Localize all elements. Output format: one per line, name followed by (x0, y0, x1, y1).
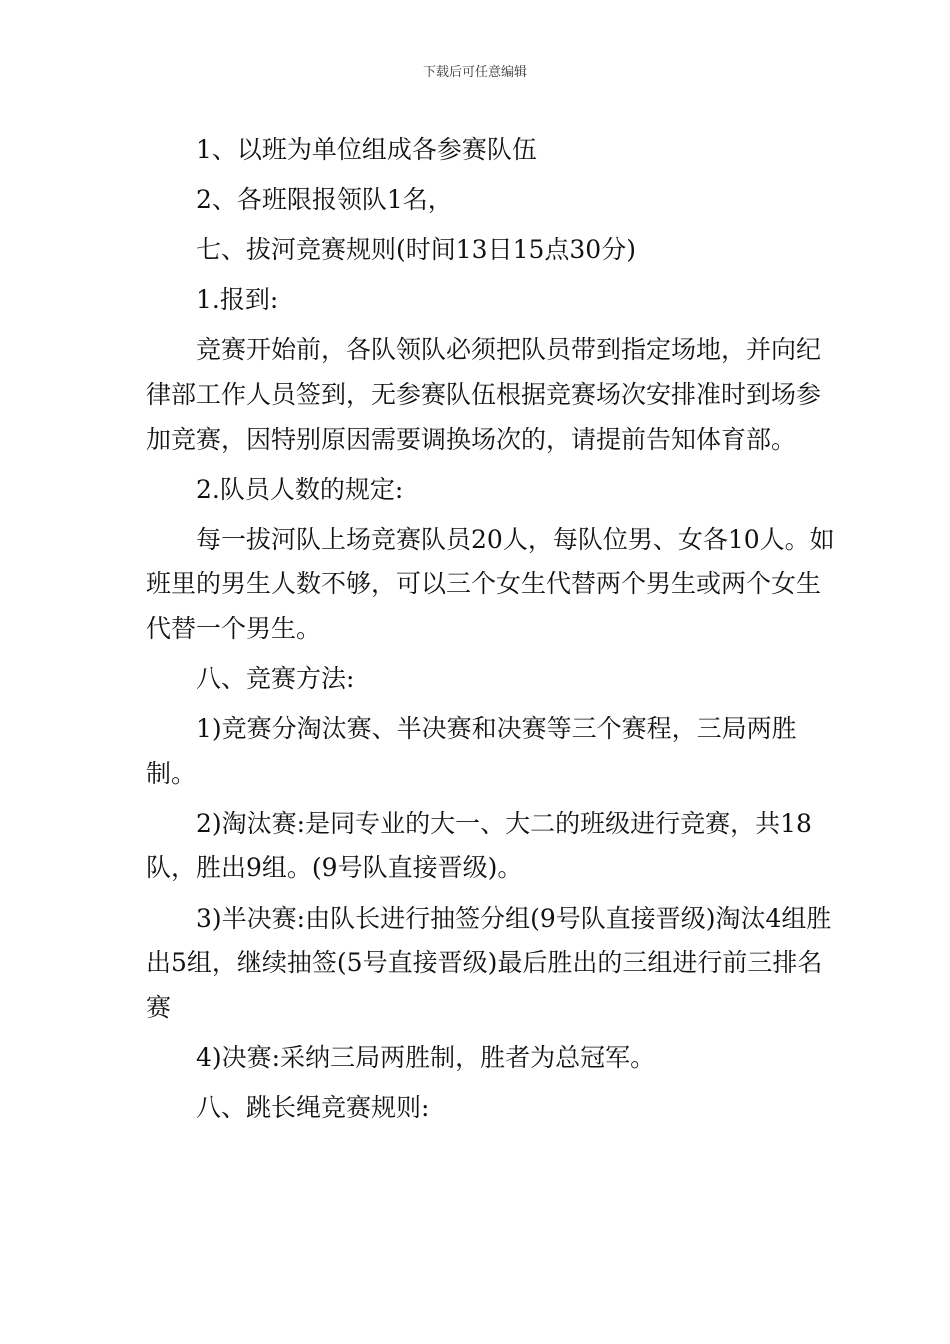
list-item-stages: 1)竞赛分淘汰赛、半决赛和决赛等三个赛程，三局两胜制。 (146, 714, 797, 788)
section-heading-long-rope-rules: 八、跳长绳竞赛规则: (196, 1092, 430, 1122)
paragraph-team-leader: 2、各班限报领队1名， (196, 185, 453, 215)
subheading-team-size: 2.队员人数的规定: (196, 474, 404, 504)
section-heading-tug-of-war-rules: 七、拔河竞赛规则(时间13日15点30分) (196, 235, 636, 265)
paragraph-check-in: 竞赛开始前，各队领队必须把队员带到指定场地，并向纪律部工作人员签到，无参赛队伍根据竞赛场次安排准时到场参加竞赛，因特别原因需要调换场次的，请提前告知体育部。 (146, 335, 822, 454)
paragraph-team-formation: 1、以班为单位组成各参赛队伍 (196, 135, 537, 164)
paragraph-team-size: 每一拔河队上场竞赛队员20人，每队位男、女各10人。如班里的男生人数不够，可以三个女生代替两个男生或两个女生代替一个男生。 (146, 524, 835, 643)
section-heading-competition-method: 八、竞赛方法: (196, 664, 355, 694)
document-body (146, 128, 836, 1136)
list-item-elimination: 2)淘汰赛:是同专业的大一、大二的班级进行竞赛，共18队，胜出9组。(9号队直接晋级)。 (146, 808, 812, 883)
list-item-semifinal: 3)半决赛:由队长进行抽签分组(9号队直接晋级)淘汰4组胜出5组，继续抽签(5号直接晋级)最后胜出的三组进行前三排名赛 (146, 903, 832, 1022)
page-header: 下载后可任意编辑 (422, 65, 527, 80)
subheading-check-in: 1.报到: (196, 285, 279, 315)
list-item-final: 4)决赛:采纳三局两胜制，胜者为总冠军。 (196, 1042, 656, 1072)
